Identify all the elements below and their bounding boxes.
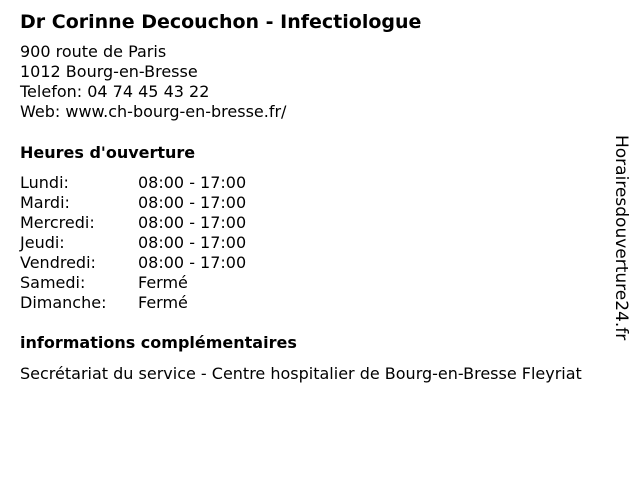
hours-row-sunday xyxy=(20,293,620,313)
hours-time: 08:00 - 17:00 xyxy=(138,213,247,232)
hours-row-friday xyxy=(20,253,620,273)
additional-info-text: Secrétariat du service - Centre hospitalier de Bourg-en-Bresse Fleyriat xyxy=(20,364,582,383)
hours-day: Jeudi: xyxy=(20,233,65,252)
hours-time: Fermé xyxy=(138,273,188,292)
additional-info-heading: informations complémentaires xyxy=(20,333,297,352)
website-link[interactable]: Web: www.ch-bourg-en-bresse.fr/ xyxy=(20,102,287,121)
hours-time: 08:00 - 17:00 xyxy=(138,233,247,252)
hours-time: 08:00 - 17:00 xyxy=(138,253,247,272)
opening-hours-heading: Heures d'ouverture xyxy=(20,143,196,162)
hours-day: Mercredi: xyxy=(20,213,95,232)
business-listing xyxy=(20,10,620,384)
hours-day: Samedi: xyxy=(20,273,86,292)
site-watermark: Horairesdouverture24.fr xyxy=(611,135,631,341)
hours-time: 08:00 - 17:00 xyxy=(138,193,247,212)
hours-time: 08:00 - 17:00 xyxy=(138,173,247,192)
hours-row-saturday xyxy=(20,273,620,293)
hours-day: Dimanche: xyxy=(20,293,107,312)
hours-time: Fermé xyxy=(138,293,188,312)
hours-day: Mardi: xyxy=(20,193,70,212)
hours-row-thursday xyxy=(20,233,620,253)
address-street: 900 route de Paris xyxy=(20,42,167,61)
hours-row-monday xyxy=(20,173,620,193)
page-title: Dr Corinne Decouchon - Infectiologue xyxy=(20,11,422,33)
phone-number: Telefon: 04 74 45 43 22 xyxy=(20,82,210,101)
address-city: 1012 Bourg-en-Bresse xyxy=(20,62,198,81)
opening-hours-table xyxy=(20,173,620,313)
hours-row-wednesday xyxy=(20,213,620,233)
hours-row-tuesday xyxy=(20,193,620,213)
hours-day: Lundi: xyxy=(20,173,69,192)
address-block xyxy=(20,42,620,122)
hours-day: Vendredi: xyxy=(20,253,96,272)
